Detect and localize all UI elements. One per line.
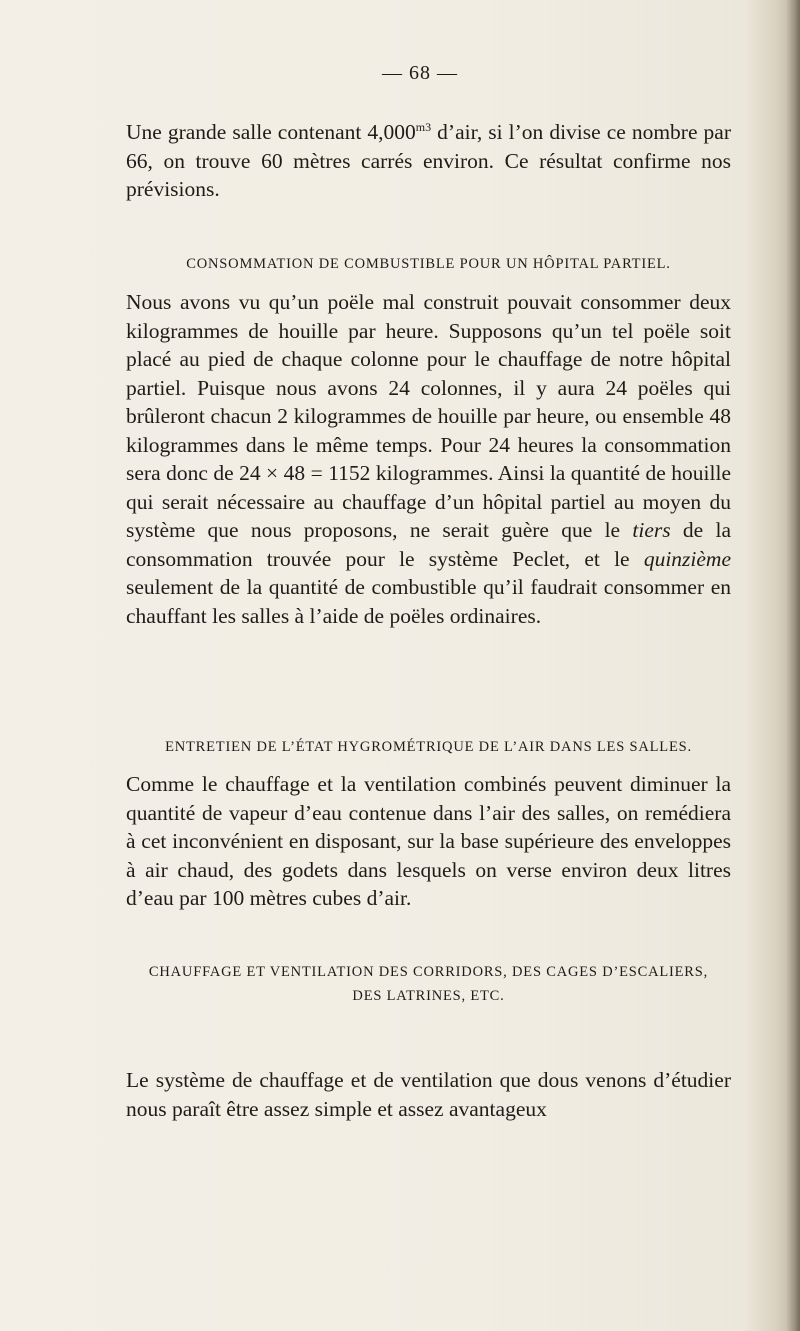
- paragraph-room-volume: [126, 118, 731, 204]
- paragraph-text: seulement de la quantité de combustible qu’il faudrait consommer en chauffant les salles à l’aide de poëles ordinaires.: [126, 575, 731, 628]
- paragraph-text: Nous avons vu qu’un poële mal construit pouvait consommer deux kilogrammes de houille par heure. Supposons qu’un tel poële soit placé au pied de chaque colonne pour le chauffage de notre hôpital partiel. Puisque nous avons 24 colonnes, il y aura 24 poëles qui brûleront chacun 2 kilogrammes de houille par heure, ou ensemble 48 kilogrammes dans le même temps. Pour 24 heures la consommation sera donc de 24 × 48 = 1152 kilogrammes. Ainsi la quantité de houille qui serait nécessaire au chauffage d’un hôpital partiel au moyen du système que nous proposons, ne serait guère que le: [126, 290, 731, 542]
- paragraph-text: Une grande salle contenant 4,000: [126, 120, 416, 144]
- section-heading-corridors: [126, 960, 731, 1008]
- paragraph-hygrometric-state: Comme le chauffage et la ventilation combinés peuvent diminuer la quantité de vapeur d’eau contenue dans l’air des salles, on remédiera à cet inconvénient en disposant, sur la base supérieure des enveloppes à air chaud, des godets dans lesquels on verse environ deux litres d’eau par 100 mètres cubes d’air.: [126, 772, 731, 910]
- superscript-unit: m3: [415, 119, 432, 134]
- section-heading-hygrometric-state: ENTRETIEN DE L’ÉTAT HYGROMÉTRIQUE DE L’AIR DANS LES SALLES.: [165, 739, 692, 755]
- paragraph-fuel-consumption: [126, 288, 731, 630]
- emphasis-text: tiers: [632, 518, 671, 542]
- emphasis-text: quinzième: [643, 546, 731, 571]
- heading-line: CHAUFFAGE ET VENTILATION DES CORRIDORS, DES CAGES D’ESCALIERS,: [148, 964, 709, 980]
- paragraph-text: de la consommation trouvée pour le système Peclet, et le: [126, 518, 731, 571]
- paragraph-corridors: Le système de chauffage et de ventilation que dous venons d’étudier nous paraît être assez simple et assez avantageux: [126, 1068, 731, 1121]
- heading-line: DES LATRINES, ETC.: [352, 988, 505, 1004]
- paragraph-text: d’air, si l’on divise ce nombre par 66, on trouve 60 mètres carrés environ. Ce résultat confirme nos prévisions.: [126, 120, 731, 201]
- page-number: — 68 —: [382, 62, 458, 84]
- page-edge-shadow: [786, 0, 800, 1331]
- section-heading-fuel-consumption: CONSOMMATION DE COMBUSTIBLE POUR UN HÔPITAL PARTIEL.: [186, 256, 671, 272]
